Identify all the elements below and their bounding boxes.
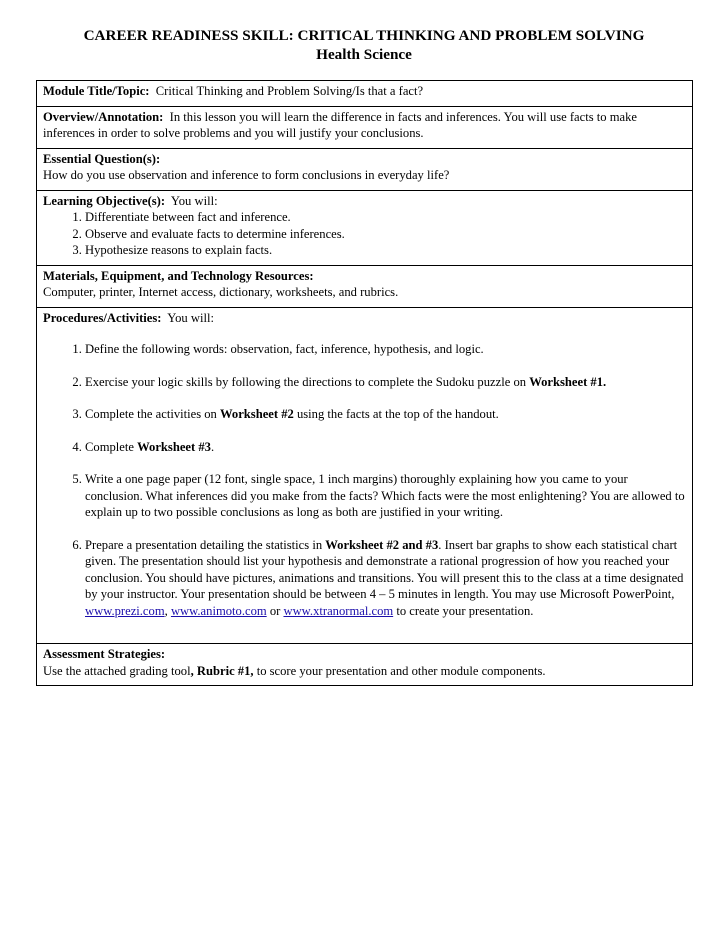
- assessment-text: Use the attached grading tool, Rubric #1, to score your presentation and other module components.: [43, 663, 546, 678]
- procedure-item: 2. Exercise your logic skills by following the directions to complete the Sudoku puzzle on Worksheet #1.: [85, 374, 686, 391]
- materials-row: [37, 265, 693, 307]
- objective-item: 3. Hypothesize reasons to explain facts.: [85, 242, 686, 259]
- learning-objectives-intro: You will:: [170, 193, 218, 208]
- title-line-2: Health Science: [316, 46, 412, 63]
- module-title-value: Critical Thinking and Problem Solving/Is that a fact?: [155, 84, 424, 98]
- assessment-label: Assessment Strategies:: [43, 647, 166, 661]
- xtranormal-link[interactable]: www.xtranormal.com: [283, 603, 394, 618]
- objective-item: 1. Differentiate between fact and inference.: [85, 209, 686, 226]
- module-title-label: Module Title/Topic:: [43, 84, 150, 98]
- learning-objectives-row: [37, 190, 693, 265]
- worksheet-2-ref: Worksheet #2: [220, 407, 294, 421]
- materials-label: Materials, Equipment, and Technology Resources:: [43, 268, 314, 283]
- essential-question-text: How do you use observation and inference to form conclusions in everyday life?: [43, 168, 450, 182]
- procedures-label: Procedures/Activities:: [43, 310, 162, 325]
- overview-row: [37, 106, 693, 148]
- worksheet-1-ref: Worksheet #1.: [529, 374, 607, 389]
- animoto-link[interactable]: www.animoto.com: [170, 603, 267, 618]
- essential-question-row: [37, 148, 693, 190]
- prezi-link[interactable]: www.prezi.com: [85, 603, 165, 618]
- procedures-list: [43, 341, 686, 619]
- learning-objectives-list: [43, 209, 686, 259]
- module-table: [36, 80, 693, 686]
- worksheet-2-3-ref: Worksheet #2 and #3: [325, 537, 439, 552]
- essential-question-label: Essential Question(s):: [43, 151, 161, 166]
- objective-item: 2. Observe and evaluate facts to determine inferences.: [85, 226, 686, 243]
- worksheet-3-ref: Worksheet #3: [137, 439, 211, 454]
- procedure-item: 6. Prepare a presentation detailing the statistics in Worksheet #2 and #3. Insert bar graphs to show each statistical chart given. The presentation should list your hypothesis and demonstrate a rational progression of how you reached your conclusion. You should have pictures, animations and transitions. You will present this to the class at a time designated by your instructor. Your presentation should be between 4 – 5 minutes in length. You may use Microsoft PowerPoint, www.prezi.com, www.animoto.com or www.xtranormal.com to create your presentation.: [85, 537, 686, 620]
- overview-text: In this lesson you will learn the difference in facts and inferences. You will use facts to make inferences in order to solve problems and you will justify your conclusions.: [43, 109, 637, 140]
- overview-label: Overview/Annotation:: [43, 109, 164, 124]
- procedure-item: 1. Define the following words: observation, fact, inference, hypothesis, and logic.: [85, 341, 686, 358]
- title-line-1: CAREER READINESS SKILL: CRITICAL THINKING AND PROBLEM SOLVING: [83, 27, 645, 44]
- learning-objectives-label: Learning Objective(s):: [43, 193, 166, 208]
- document-title: [0, 26, 728, 64]
- rubric-ref: , Rubric #1,: [190, 663, 254, 678]
- module-title-row: [37, 81, 693, 107]
- procedure-item: 3. Complete the activities on Worksheet #2 using the facts at the top of the handout.: [85, 406, 686, 423]
- procedure-item: 4. Complete Worksheet #3.: [85, 439, 686, 456]
- procedures-row: [37, 307, 693, 644]
- procedures-intro: You will:: [167, 310, 214, 325]
- assessment-row: [37, 644, 693, 686]
- materials-text: Computer, printer, Internet access, dictionary, worksheets, and rubrics.: [43, 285, 399, 299]
- procedure-item: 5. Write a one page paper (12 font, single space, 1 inch margins) thoroughly explaining how you came to your conclusion. What inferences did you make from the facts? Which facts were the most enlightening? You are allowed to explain up to two possible conclusions as long as both are justified in your writing.: [85, 471, 686, 521]
